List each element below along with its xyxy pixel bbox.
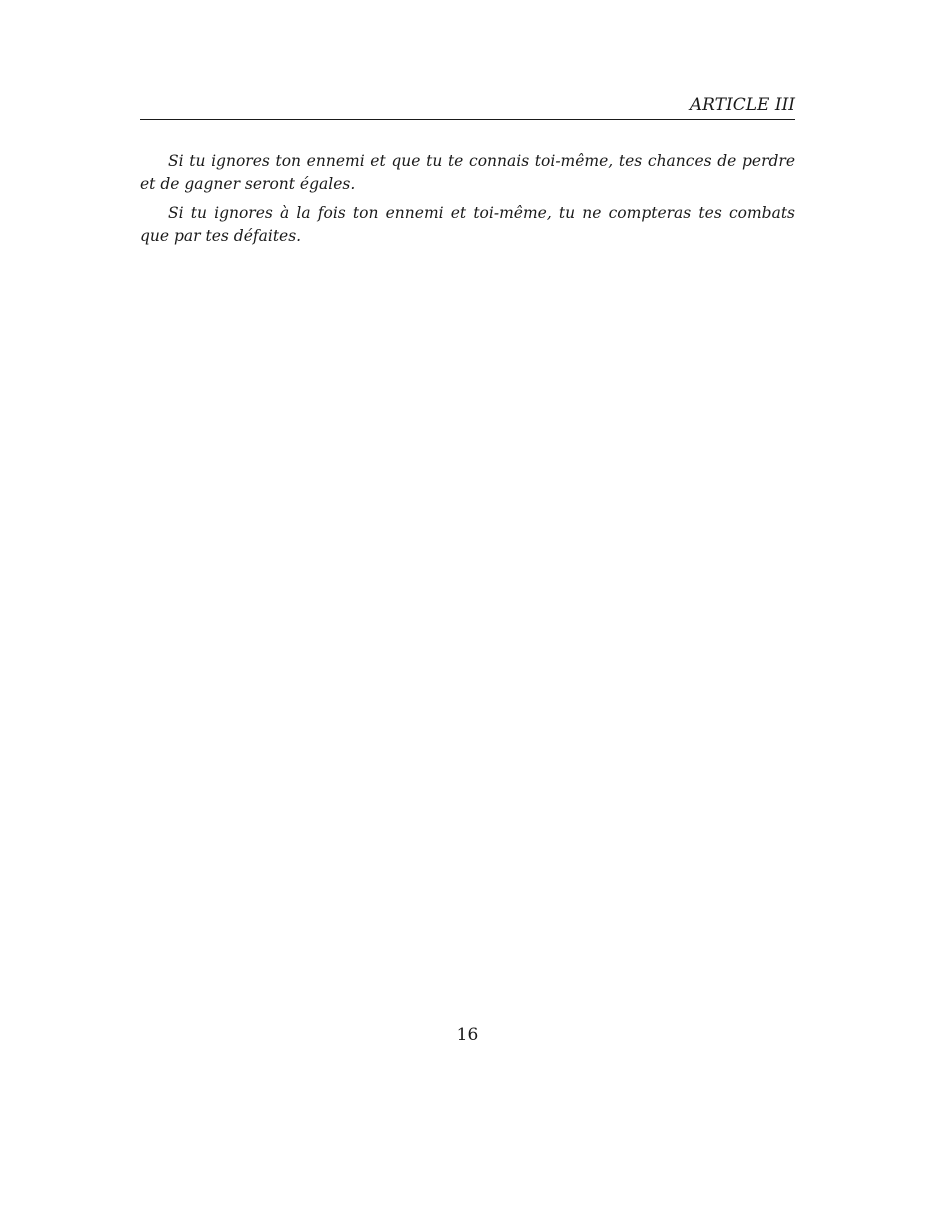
header-rule xyxy=(140,119,795,120)
paragraph: Si tu ignores ton ennemi et que tu te connais toi-même, tes chances de perdre et de gagner seront égales. xyxy=(140,152,795,193)
page-number: 16 xyxy=(456,1025,479,1045)
running-header: ARTICLE III xyxy=(689,95,795,115)
paragraph: Si tu ignores à la fois ton ennemi et toi-même, tu ne compteras tes combats que par tes défaites. xyxy=(140,204,795,245)
body-text xyxy=(140,150,795,254)
